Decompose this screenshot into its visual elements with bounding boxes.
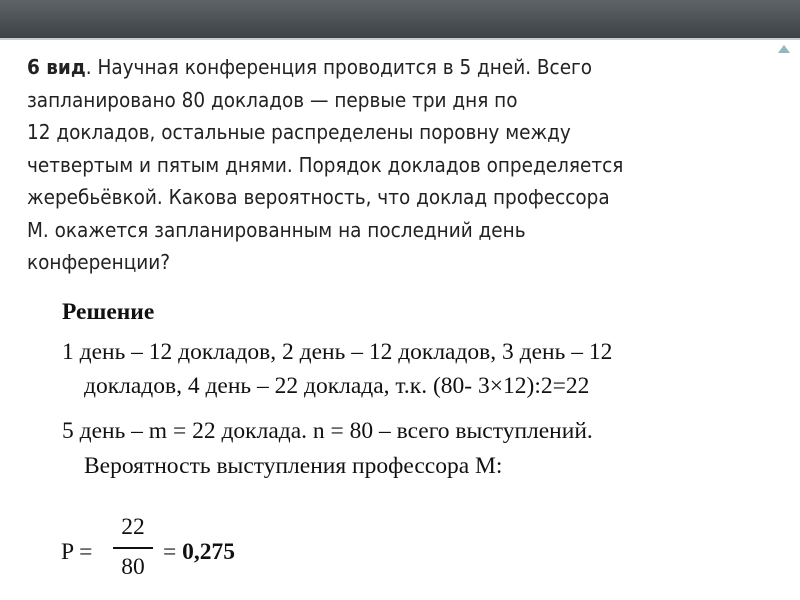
solution-line: Вероятность выступления профессора М:	[84, 453, 503, 479]
formula-result-group	[163, 539, 235, 566]
fraction-numerator: 22	[121, 514, 145, 540]
problem-line: жеребьёвкой. Какова вероятность, что доклад профессора	[27, 185, 610, 209]
solution-heading: Решение	[62, 299, 155, 325]
problem-line: конференции?	[27, 250, 171, 274]
problem-line: М. окажется запланированным на последний день	[27, 217, 526, 242]
formula-result: 0,275	[182, 539, 236, 565]
solution-line: 5 день – m = 22 доклада. n = 80 – всего выступлений.	[62, 418, 593, 444]
problem-line: запланировано 80 докладов — первые три дня по	[27, 87, 518, 112]
formula-label: P =	[61, 539, 93, 565]
problem-number: 6 вид	[27, 55, 86, 79]
equals-sign: =	[163, 539, 177, 565]
solution-line: 1 день – 12 докладов, 2 день – 12 докладов, 3 день – 12	[62, 339, 613, 365]
problem-line: четвертым и пятым днями. Порядок докладов определяется	[27, 152, 624, 177]
solution-line: докладов, 4 день – 22 доклада, т.к. (80- 3×12):2=22	[84, 373, 590, 399]
header-divider	[0, 38, 800, 40]
problem-line: . Научная конференция проводится в 5 дней. Всего	[85, 55, 593, 79]
fraction-bar	[113, 547, 153, 549]
problem-statement	[27, 51, 787, 279]
slide-header-bar	[0, 0, 800, 38]
problem-line: 12 докладов, остальные распределены поровну между	[27, 120, 571, 144]
fraction-denominator: 80	[121, 554, 145, 580]
